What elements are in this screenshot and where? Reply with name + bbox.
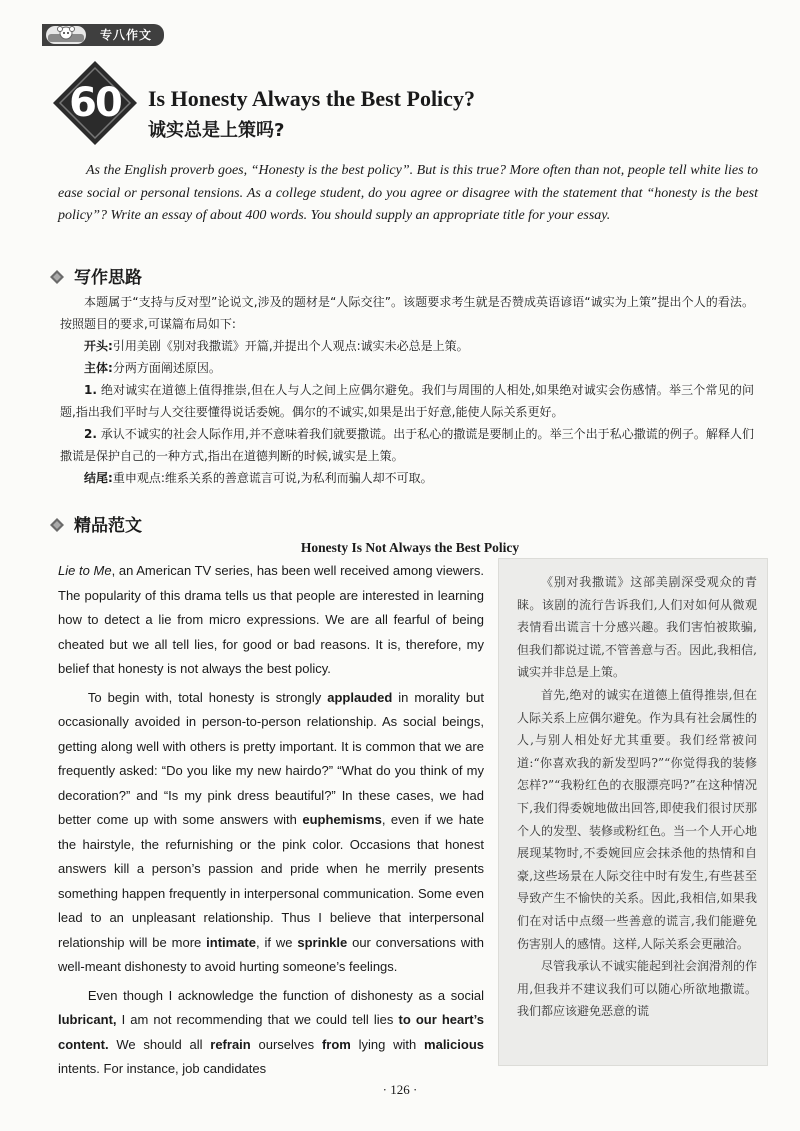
ending-text: 重申观点:维系关系的善意谎言可说,为私利而骗人却不可取。 bbox=[112, 471, 433, 485]
opening-text: 引用美剧《别对我撒谎》开篇,并提出个人观点:诚实未必总是上策。 bbox=[112, 339, 469, 353]
vocab-highlight: euphemisms bbox=[302, 812, 382, 827]
ideas-opening bbox=[60, 335, 754, 357]
sample-essay-heading bbox=[50, 511, 142, 536]
page-number: · 126 · bbox=[382, 1082, 418, 1097]
opening-label: 开头: bbox=[84, 339, 113, 353]
p2-text: , even if we hate the hairstyle, the refurnishing or the pink color. Occasions that honest answers kill a person’s passion and pride when he merrily presents something happen frequently in interpersonal communication. Some even lead to an unpleasant relationship. Thus I believe that interpersonal relationship will be more bbox=[58, 812, 484, 950]
writing-ideas-heading bbox=[50, 263, 142, 288]
point-1-text: 绝对诚实在道德上值得推崇,但在人与人之间上应偶尔避免。我们与周围的人相处,如果绝对诚实会伤感情。举三个常见的问题,指出我们平时与人交往要懂得说话委婉。偶尔的不诚实,如果是出于好意,能使人际关系更好。 bbox=[60, 383, 754, 419]
show-title: Lie to Me bbox=[58, 563, 112, 578]
writing-ideas-body bbox=[60, 291, 754, 489]
essay-paragraph-3 bbox=[58, 984, 484, 1082]
diamond-bullet-icon bbox=[50, 517, 64, 531]
ideas-point-1 bbox=[60, 379, 754, 423]
point-1-number: 1. bbox=[84, 383, 97, 397]
p2-text: in morality but occasionally avoided in person-to-person relationship. As social beings, getting along well with others is pretty important. It is common that we are frequently asked: “Do you like my new hairdo?” “What do you think of my decoration?” and “Is my pink dress beautiful?” In these cases, we had better come up with some answers with bbox=[58, 689, 484, 827]
essay-paragraph-2 bbox=[58, 686, 484, 980]
body-text: 分两方面阐述原因。 bbox=[112, 361, 221, 375]
vocab-highlight: to our heart’s content. bbox=[58, 1012, 484, 1052]
essay-title: Honesty Is Not Always the Best Policy bbox=[300, 540, 520, 555]
p3-text: lying with bbox=[350, 1036, 425, 1052]
p2-text: , if we bbox=[255, 934, 298, 950]
topic-title-english: Is Honesty Always the Best Policy? bbox=[148, 86, 475, 111]
p3-text: We should all bbox=[108, 1036, 211, 1052]
vocab-highlight: intimate bbox=[206, 934, 256, 950]
p1-text: , an American TV series, has been well received among viewers. The popularity of this drama tells us that people are interested in learning how to detect a lie from micro expressions. We are all fearful of being cheated but we all tell lies, for good or bad reasons. It is, therefore, my belief that honesty is not always the best policy. bbox=[58, 563, 484, 676]
vocab-highlight: sprinkle bbox=[297, 934, 348, 950]
ending-label: 结尾: bbox=[84, 471, 113, 485]
translation-sidebar bbox=[498, 558, 768, 1066]
body-label: 主体: bbox=[84, 361, 113, 375]
p3-text: intents. For instance, job candidates bbox=[58, 1061, 267, 1076]
point-2-number: 2. bbox=[84, 427, 97, 441]
topic-title-chinese: 诚实总是上策吗? bbox=[148, 120, 285, 141]
vocab-highlight: refrain bbox=[210, 1036, 251, 1052]
vocab-highlight: from bbox=[321, 1036, 351, 1052]
vocab-highlight: lubricant, bbox=[58, 1012, 117, 1027]
topic-number: 60 bbox=[69, 80, 121, 126]
p3-text: Even though I acknowledge the function of dishonesty as a social bbox=[87, 987, 484, 1003]
essay-body bbox=[58, 559, 484, 1086]
writing-ideas-title: 写作思路 bbox=[74, 268, 142, 288]
p2-text: our conversations with well-meant dishonesty to avoid hurting someone’s feelings. bbox=[58, 934, 484, 974]
p3-text: ourselves bbox=[250, 1036, 322, 1052]
translation-paragraph-2: 首先,绝对的诚实在道德上值得推崇,但在人际关系上应偶尔避免。作为具有社会属性的人,与别人相处好尤其重要。我们经常被问道:“你喜欢我的新发型吗?”“你觉得我的装修怎样?”“我粉红色的衣服漂亮吗?”在这种情况下,我们得委婉地做出回答,即使我们很讨厌那个人的发型、装修或粉红色。当一个人开心地展现某物时,不委婉回应会抹杀他的热情和自豪,这些场景在人际交往中时有发生,有些甚至导致产生不愉快的关系。因此,我相信,如果我们在对话中点缀一些善意的谎言,我们能避免伤害别人的感情。这样,人际关系会更融洽。 bbox=[517, 687, 758, 951]
sample-essay-title-label: 精品范文 bbox=[74, 516, 142, 536]
ideas-intro: 本题属于“支持与反对型”论说文,涉及的题材是“人际交往”。该题要求考生就是否赞成英语谚语“诚实为上策”提出个人的看法。按照题目的要求,可谋篇布局如下: bbox=[60, 295, 754, 331]
p2-text: To begin with, total honesty is strongly bbox=[87, 689, 328, 705]
translation-paragraph-3: 尽管我承认不诚实能起到社会润滑剂的作用,但我并不建议我们可以随心所欲地撒谎。我们都应该避免恶意的谎 bbox=[517, 959, 758, 1019]
essay-prompt: As the English proverb goes, “Honesty is the best policy”. But is this true? More often than not, people tell white lies to ease social or personal tensions. As a college student, do you agree or disagree with the statement that “honesty is the best policy”? Write an essay of about 400 words. You should supply an appropriate title for your essay. bbox=[58, 163, 758, 223]
mascot-logo-icon bbox=[46, 26, 86, 44]
ideas-ending bbox=[60, 467, 754, 489]
diamond-bullet-icon bbox=[50, 269, 64, 283]
ideas-body bbox=[60, 357, 754, 379]
essay-paragraph-1 bbox=[58, 559, 484, 682]
vocab-highlight: malicious bbox=[424, 1036, 484, 1052]
p3-text: I am not recommending that we could tell lies bbox=[116, 1012, 399, 1027]
ideas-point-2 bbox=[60, 423, 754, 467]
vocab-highlight: applauded bbox=[327, 689, 393, 705]
section-banner bbox=[42, 24, 164, 46]
point-2-text: 承认不诚实的社会人际作用,并不意味着我们就要撒谎。出于私心的撒谎是要制止的。举三个出于私心撒谎的例子。解释人们撒谎是保护自己的一种方式,指出在道德判断的时候,诚实是上策。 bbox=[60, 427, 754, 463]
translation-paragraph-1: 《别对我撒谎》这部美剧深受观众的青睐。该剧的流行告诉我们,人们对如何从微观表情看出谎言十分感兴趣。我们害怕被欺骗,但我们都说过谎,不管善意与否。因此,我相信,诚实并非总是上策。 bbox=[517, 575, 757, 680]
banner-label: 专八作文 bbox=[100, 28, 153, 42]
